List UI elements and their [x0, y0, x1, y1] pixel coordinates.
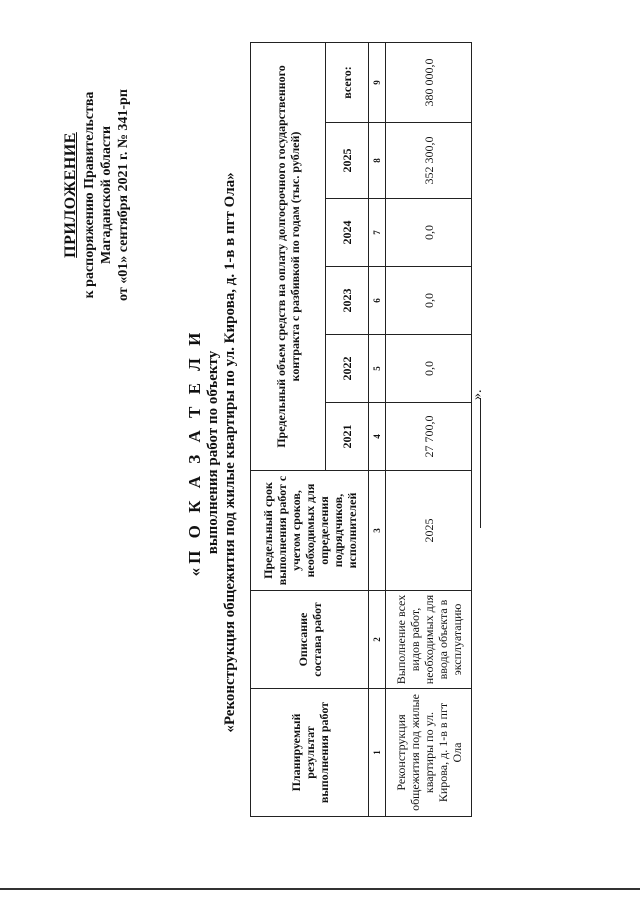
column-number: 6 [369, 267, 386, 335]
column-number: 1 [369, 689, 386, 817]
appendix-line-1: к распоряжению Правительства [82, 91, 97, 299]
appendix-title: ПРИЛОЖЕНИЕ [62, 132, 79, 258]
indicators-table [250, 42, 472, 817]
header-year: 2024 [325, 199, 368, 267]
cell-planned-result: Реконструкция общежития под жилые квартиры по ул. Кирова, д. 1-в в пгт Ола [386, 689, 472, 817]
appendix-line-3: от «01» сентября 2021 г. № 341-рп [116, 89, 131, 301]
column-number: 9 [369, 42, 386, 122]
document-title: «П О К А З А Т Е Л И [185, 328, 204, 577]
cell-amount: 352 300,0 [386, 123, 472, 199]
cell-amount: 0,0 [386, 199, 472, 267]
cell-deadline: 2025 [386, 471, 472, 591]
table-row [386, 42, 472, 816]
document-subtitle-1: выполнения работ по объекту [205, 350, 221, 555]
appendix-header [62, 30, 132, 360]
cell-amount: 27 700,0 [386, 403, 472, 471]
column-number: 5 [369, 335, 386, 403]
header-year: 2021 [325, 403, 368, 471]
header-work-description: Описание состава работ [251, 591, 369, 689]
table-header-row [251, 42, 326, 816]
column-number: 8 [369, 123, 386, 199]
cell-work-description: Выполнение всех видов работ, необходимых для ввода объекта в эксплуатацию [386, 591, 472, 689]
header-funding-group: Предельный объем средств на оплату долгосрочного государственного контракта с разбивкой по годам (тыс. рублей) [251, 42, 326, 470]
scan-edge-line [0, 888, 640, 890]
header-year: 2025 [325, 123, 368, 199]
cell-amount: 0,0 [386, 335, 472, 403]
column-number: 2 [369, 591, 386, 689]
closing-quote: ». [470, 389, 485, 400]
column-number-row [369, 42, 386, 816]
header-year: 2023 [325, 267, 368, 335]
document-subtitle-2: «Реконструкция общежития под жилые квартиры по ул. Кирова, д. 1-в в пгт Ола» [222, 172, 238, 733]
header-total: всего: [325, 42, 368, 122]
header-deadline: Предельный срок выполнения работ с учетом сроков, необходимых для определения подрядчиков, исполнителей [251, 471, 369, 591]
cell-amount: 0,0 [386, 267, 472, 335]
cell-total: 380 000,0 [386, 42, 472, 122]
header-year: 2022 [325, 335, 368, 403]
column-number: 4 [369, 403, 386, 471]
closing-line [480, 398, 481, 528]
header-planned-result: Планируемый результат выполнения работ [251, 689, 369, 817]
column-number: 3 [369, 471, 386, 591]
column-number: 7 [369, 199, 386, 267]
appendix-line-2: Магаданской области [99, 125, 114, 265]
